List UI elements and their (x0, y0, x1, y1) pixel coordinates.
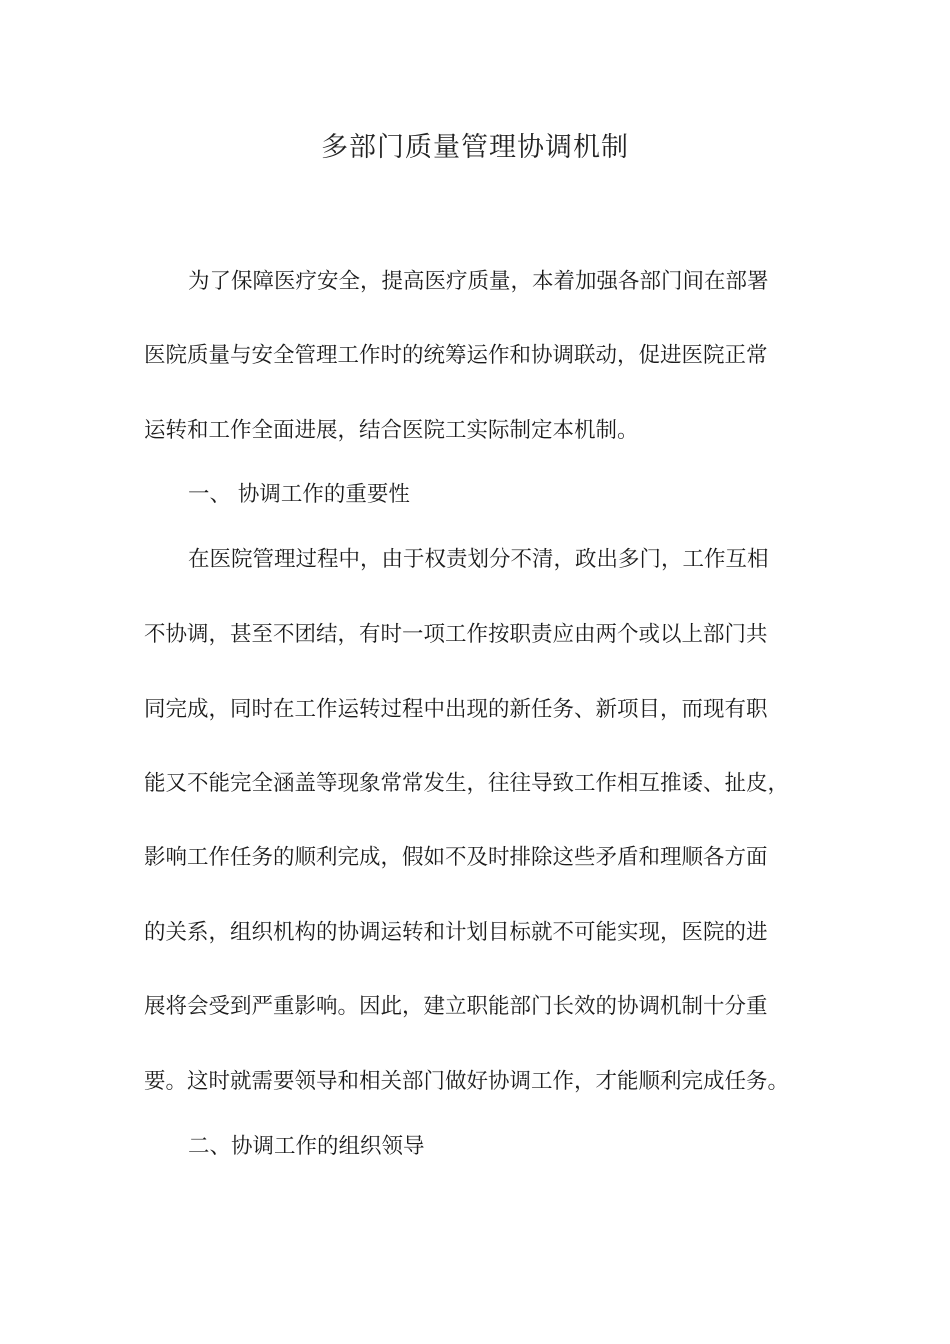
paragraph-2-line-8: 要。这时就需要领导和相关部门做好协调工作，才能顺利完成任务。 (144, 1069, 790, 1094)
paragraph-2-line-6: 的关系，组织机构的协调运转和计划目标就不可能实现，医院的进 (144, 920, 768, 945)
paragraph-2-line-1: 在医院管理过程中，由于权责划分不清，政出多门，工作互相 (188, 547, 769, 572)
paragraph-2-line-5: 影响工作任务的顺利完成，假如不及时排除这些矛盾和理顺各方面 (144, 845, 768, 870)
paragraph-1-line-3: 运转和工作全面进展，结合医院工实际制定本机制。 (144, 418, 639, 443)
section-heading-2: 二、协调工作的组织领导 (188, 1134, 425, 1159)
paragraph-2-line-7: 展将会受到严重影响。因此，建立职能部门长效的协调机制十分重 (144, 994, 768, 1019)
paragraph-1-line-1: 为了保障医疗安全，提高医疗质量，本着加强各部门间在部署 (188, 269, 769, 294)
paragraph-2-line-3: 同完成，同时在工作运转过程中出现的新任务、新项目，而现有职 (144, 697, 768, 722)
section-heading-1: 一、 协调工作的重要性 (188, 482, 410, 507)
document-title: 多部门质量管理协调机制 (321, 132, 629, 163)
paragraph-1-line-2: 医院质量与安全管理工作时的统筹运作和协调联动，促进医院正常 (144, 343, 768, 368)
paragraph-2-line-4: 能又不能完全涵盖等现象常常发生，往往导致工作相互推诿、扯皮， (144, 771, 790, 796)
paragraph-2-line-2: 不协调，甚至不团结，有时一项工作按职责应由两个或以上部门共 (144, 622, 768, 647)
